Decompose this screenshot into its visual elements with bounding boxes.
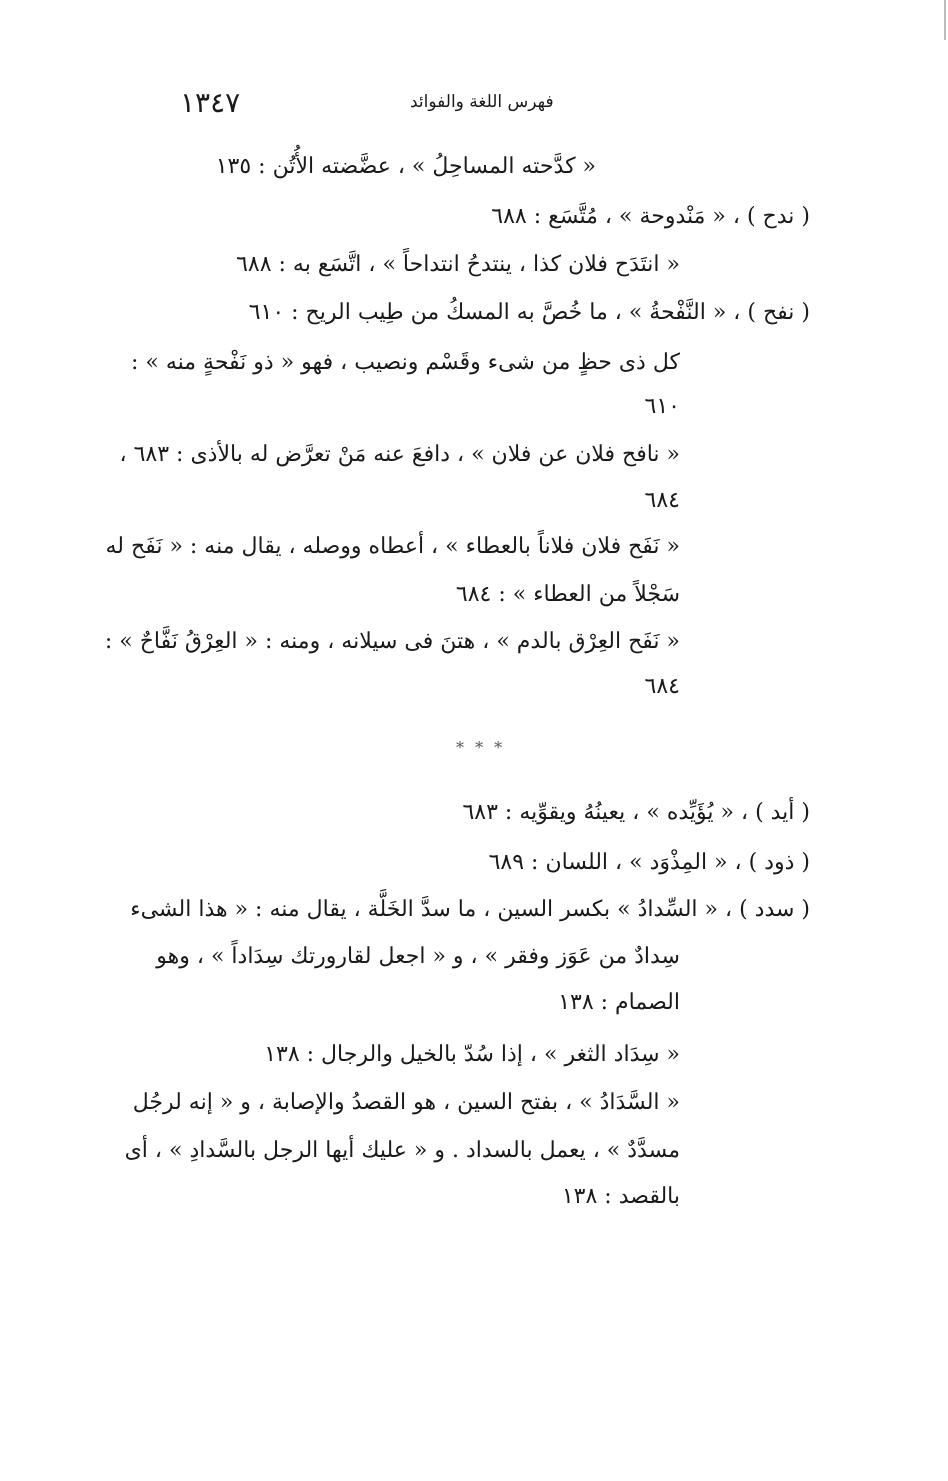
entry-line: ( أيد ) ، « يُؤَيِّده » ، يعينُهُ ويقوِّيه : ٦٨٣ [462,800,810,825]
entry-line: الصمام : ١٣٨ [558,990,680,1015]
entry-line: سِدادٌ من عَوَز وفقر » ، و « اجعل لقارورتك سِدَاداً » ، وهو [156,944,680,969]
entry-line: « نَفَح فلان فلاناً بالعطاء » ، أعطاه ووصله ، يقال منه : « نَفَح له [105,534,680,559]
entry-line: ( سدد ) ، « السِّدادُ » بكسر السين ، ما سدَّ الخَلَّة ، يقال منه : « هذا الشىء [130,897,810,922]
entry-line: سَجْلاً من العطاء » : ٦٨٤ [455,582,680,607]
entry-line: « نَفَح العِرْق بالدم » ، هتنَ فى سيلانه ، ومنه : « العِرْقُ نَفَّاحٌ » : [104,629,680,654]
entry-line: « انتَدَح فلان كذا ، ينتدحُ انتداحاً » ، اتَّسَع به : ٦٨٨ [236,252,680,277]
entry-line: مسدَّدٌ » ، يعمل بالسداد . و « عليك أيها الرجل بالسَّدادِ » ، أى [124,1138,680,1163]
entry-line: ٦٨٤ [644,488,680,513]
entry-line: « كدَّحته المساحِلُ » ، عضَّضته الأُتُن : ١٣٥ [215,154,596,179]
entry-line: ( ندح ) ، « مَنْدوحة » ، مُتَّسَع : ٦٨٨ [491,204,810,229]
entry-line: كل ذى حظٍ من شىء وقَسْم ونصيب ، فهو « ذو نَفْحةٍ منه » : [130,350,680,375]
running-title: فهرس اللغة والفوائد [410,92,554,112]
entry-line: ٦٨٤ [644,674,680,699]
entry-line: « نافح فلان عن فلان » ، دافعَ عنه مَنْ تعرَّض له بالأذى : ٦٨٣ ، [119,442,680,467]
entry-line: ٦١٠ [644,394,680,419]
scan-edge-mark [944,0,946,40]
entry-line: ( نفح ) ، « النَّفْحةُ » ، ما خُصَّ به المسكُ من طِيب الريح : ٦١٠ [248,300,810,325]
entry-line: ( ذود ) ، « المِذْوَد » ، اللسان : ٦٨٩ [488,850,810,875]
page-number: ١٣٤٧ [180,86,241,119]
entry-line: « سِدَاد الثغر » ، إذا سُدّ بالخيل والرجال : ١٣٨ [264,1042,680,1067]
entry-line: بالقصد : ١٣٨ [561,1184,680,1209]
entry-line: « السَّدَادُ » ، بفتح السين ، هو القصدُ والإصابة ، و « إنه لرجُل [132,1090,680,1115]
section-separator: * * * [456,738,506,757]
